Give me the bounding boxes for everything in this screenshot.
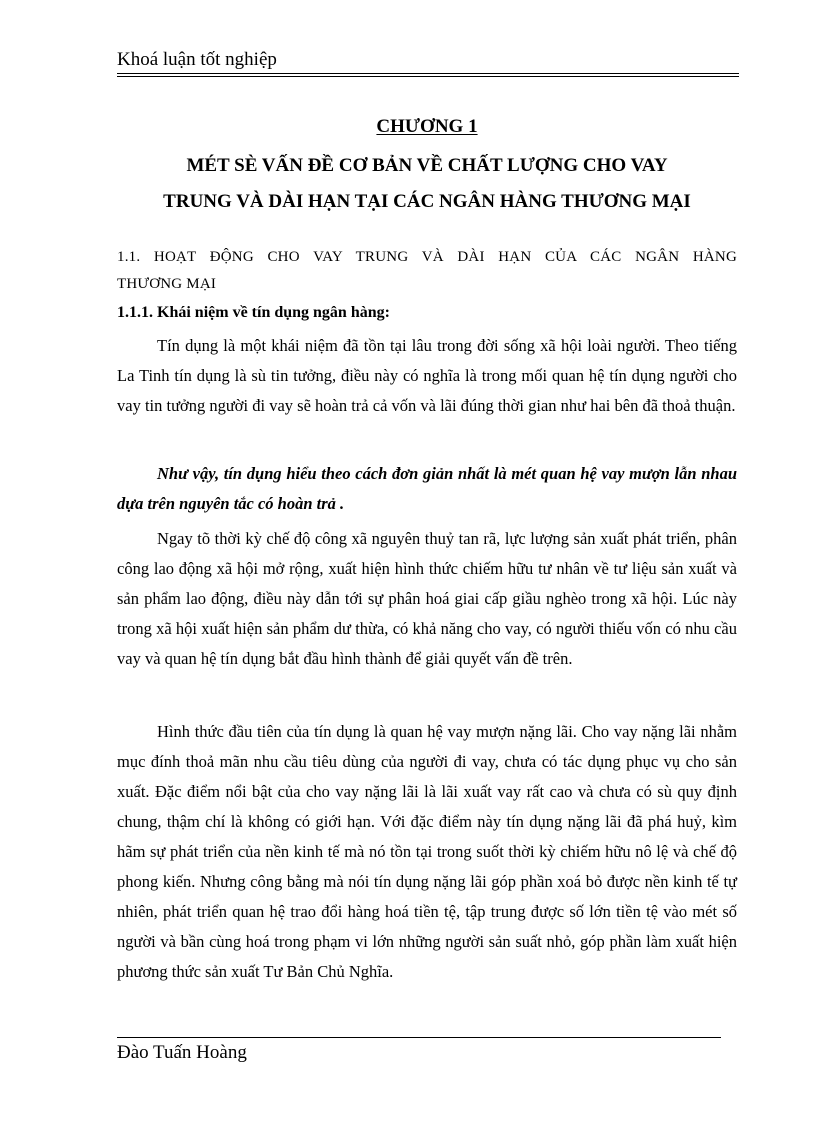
chapter-title [117,148,737,220]
paragraph-usury: Hình thức đầu tiên của tín dụng là quan hệ vay mượn nặng lãi. Cho vay nặng lãi nhằm mục đính thoả mãn nhu cầu tiêu dùng của người đi vay, chưa có tác dụng phục vụ cho sản xuất. Đặc điểm nổi bật của cho vay nặng lãi là lãi xuất vay rất cao và chưa có sù quy định chung, thậm chí là không có giới hạn. Với đặc điểm này tín dụng nặng lãi đã phá huỷ, kìm hãm sự phát triển của nền kinh tế mà nó tồn tại trong suốt thời kỳ chiếm hữu nô lệ và chế độ phong kiến. Nhưng công bằng mà nói tín dụng nặng lãi góp phần xoá bỏ được nền kinh tế tự nhiên, phát triển quan hệ trao đổi hàng hoá tiền tệ, tập trung được số lớn tiền tệ vào mét số người và bần cùng hoá trong phạm vi lớn những người sản suất nhỏ, góp phần làm xuất hiện phương thức sản xuất Tư Bản Chủ Nghĩa. [117,722,737,981]
paragraph-emphasis: Như vậy, tín dụng hiểu theo cách đơn giản nhất là mét quan hệ vay mượn lẫn nhau dựa trên nguyên tắc có hoàn trả . [117,464,737,513]
header-rule-top [117,73,739,74]
footer-rule [117,1037,721,1038]
chapter-title-line-1: MÉT SÈ VẤN ĐỀ CƠ BẢN VỀ CHẤT LƯỢNG CHO VAY [186,155,668,176]
running-header: Khoá luận tốt nghiệp [117,49,277,70]
section-heading-line-1: 1.1. HOẠT ĐỘNG CHO VAY TRUNG VÀ DÀI HẠN CỦA CÁC NGÂN HÀNG [117,249,737,265]
paragraph-history: Ngay tõ thời kỳ chế độ công xã nguyên thuỷ tan rã, lực lượng sản xuất phát triển, phân công lao động xã hội mở rộng, xuất hiện hình thức chiếm hữu tư nhân về tư liệu sản xuất và sản phẩm lao động, điều này dẫn tới sự phân hoá giai cấp giầu nghèo trong xã hội. Lúc này trong xã hội xuất hiện sản phẩm dư thừa, có khả năng cho vay, có người thiếu vốn có nhu cầu vay và quan hệ tín dụng bắt đầu hình thành để giải quyết vấn đề trên. [117,529,737,668]
subsection-heading: 1.1.1. Khái niệm về tín dụng ngân hàng: [117,304,390,321]
header-rule-bottom [117,76,739,77]
paragraph-definition: Tín dụng là một khái niệm đã tồn tại lâu trong đời sống xã hội loài người. Theo tiếng La Tinh tín dụng là sù tin tưởng, điều này có nghĩa là trong mối quan hệ tín dụng người cho vay tin tưởng người đi vay sẽ hoàn trả cả vốn và lãi đúng thời gian như hai bên đã thoả thuận. [117,336,737,415]
section-heading-line-2: THƯƠNG MẠI [117,276,217,292]
footer-author: Đào Tuấn Hoàng [117,1042,247,1063]
chapter-label: CHƯƠNG 1 [376,116,478,137]
chapter-title-line-2: TRUNG VÀ DÀI HẠN TẠI CÁC NGÂN HÀNG THƯƠNG MẠI [163,191,691,212]
